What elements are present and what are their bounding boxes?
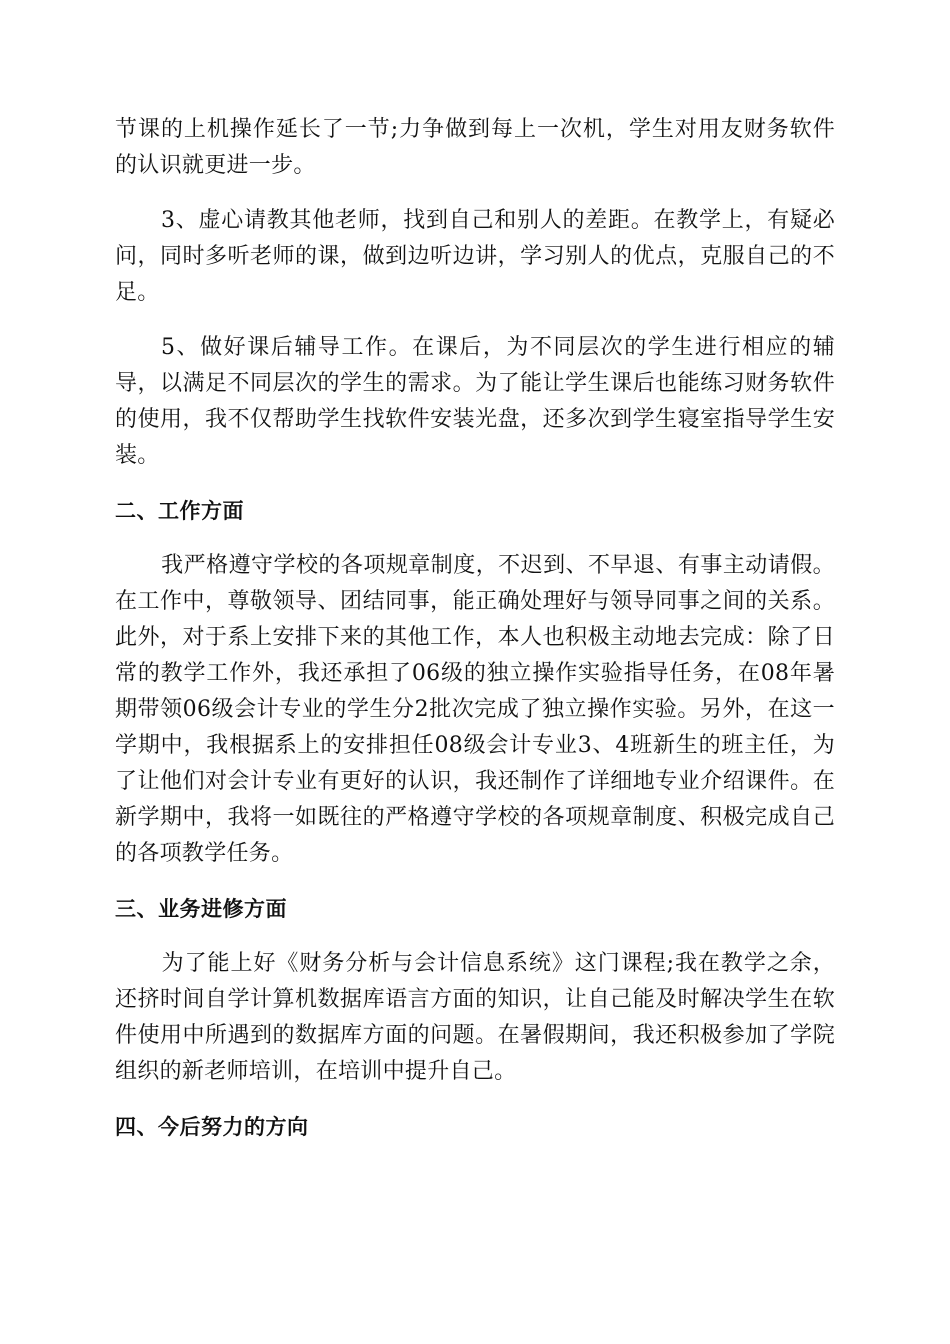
document-page	[115, 112, 835, 1145]
paragraph	[115, 112, 835, 184]
paragraph-text: 我严格遵守学校的各项规章制度，不迟到、不早退、有事主动请假。在工作中，尊敬领导、团结同事，能正确处理好与领导同事之间的关系。此外，对于系上安排下来的其他工作，本人也积极主动地去完成：除了日常的教学工作外，我还承担了06级的独立操作实验指导任务，在08年暑期带领06级会计专业的学生分2批次完成了独立操作实验。另外，在这一学期中，我根据系上的安排担任08级会计专业3、4班新生的班主任，为了让他们对会计专业有更好的认识，我还制作了详细地专业介绍课件。在新学期中，我将一如既往的严格遵守学校的各项规章制度、积极完成自己的各项教学任务。	[115, 553, 835, 866]
section-heading: 四、今后努力的方向	[115, 1115, 309, 1139]
paragraph	[115, 946, 835, 1090]
paragraph	[115, 203, 835, 311]
paragraph-text: 节课的上机操作延长了一节;力争做到每上一次机，学生对用友财务软件的认识就更进一步。	[115, 117, 835, 178]
paragraph-text: 3、虚心请教其他老师，找到自己和别人的差距。在教学上，有疑必问，同时多听老师的课，做到边听边讲，学习别人的优点，克服自己的不足。	[115, 208, 835, 305]
paragraph-text: 5、做好课后辅导工作。在课后，为不同层次的学生进行相应的辅导，以满足不同层次的学生的需求。为了能让学生课后也能练习财务软件的使用，我不仅帮助学生找软件安装光盘，还多次到学生寝室指导学生安装。	[115, 335, 835, 468]
section-heading: 三、业务进修方面	[115, 897, 287, 921]
paragraph	[115, 330, 835, 474]
paragraph	[115, 548, 835, 872]
section-heading: 二、工作方面	[115, 499, 244, 523]
paragraph-text: 为了能上好《财务分析与会计信息系统》这门课程;我在教学之余，还挤时间自学计算机数据库语言方面的知识，让自己能及时解决学生在软件使用中所遇到的数据库方面的问题。在暑假期间，我还积极参加了学院组织的新老师培训，在培训中提升自己。	[115, 951, 835, 1084]
